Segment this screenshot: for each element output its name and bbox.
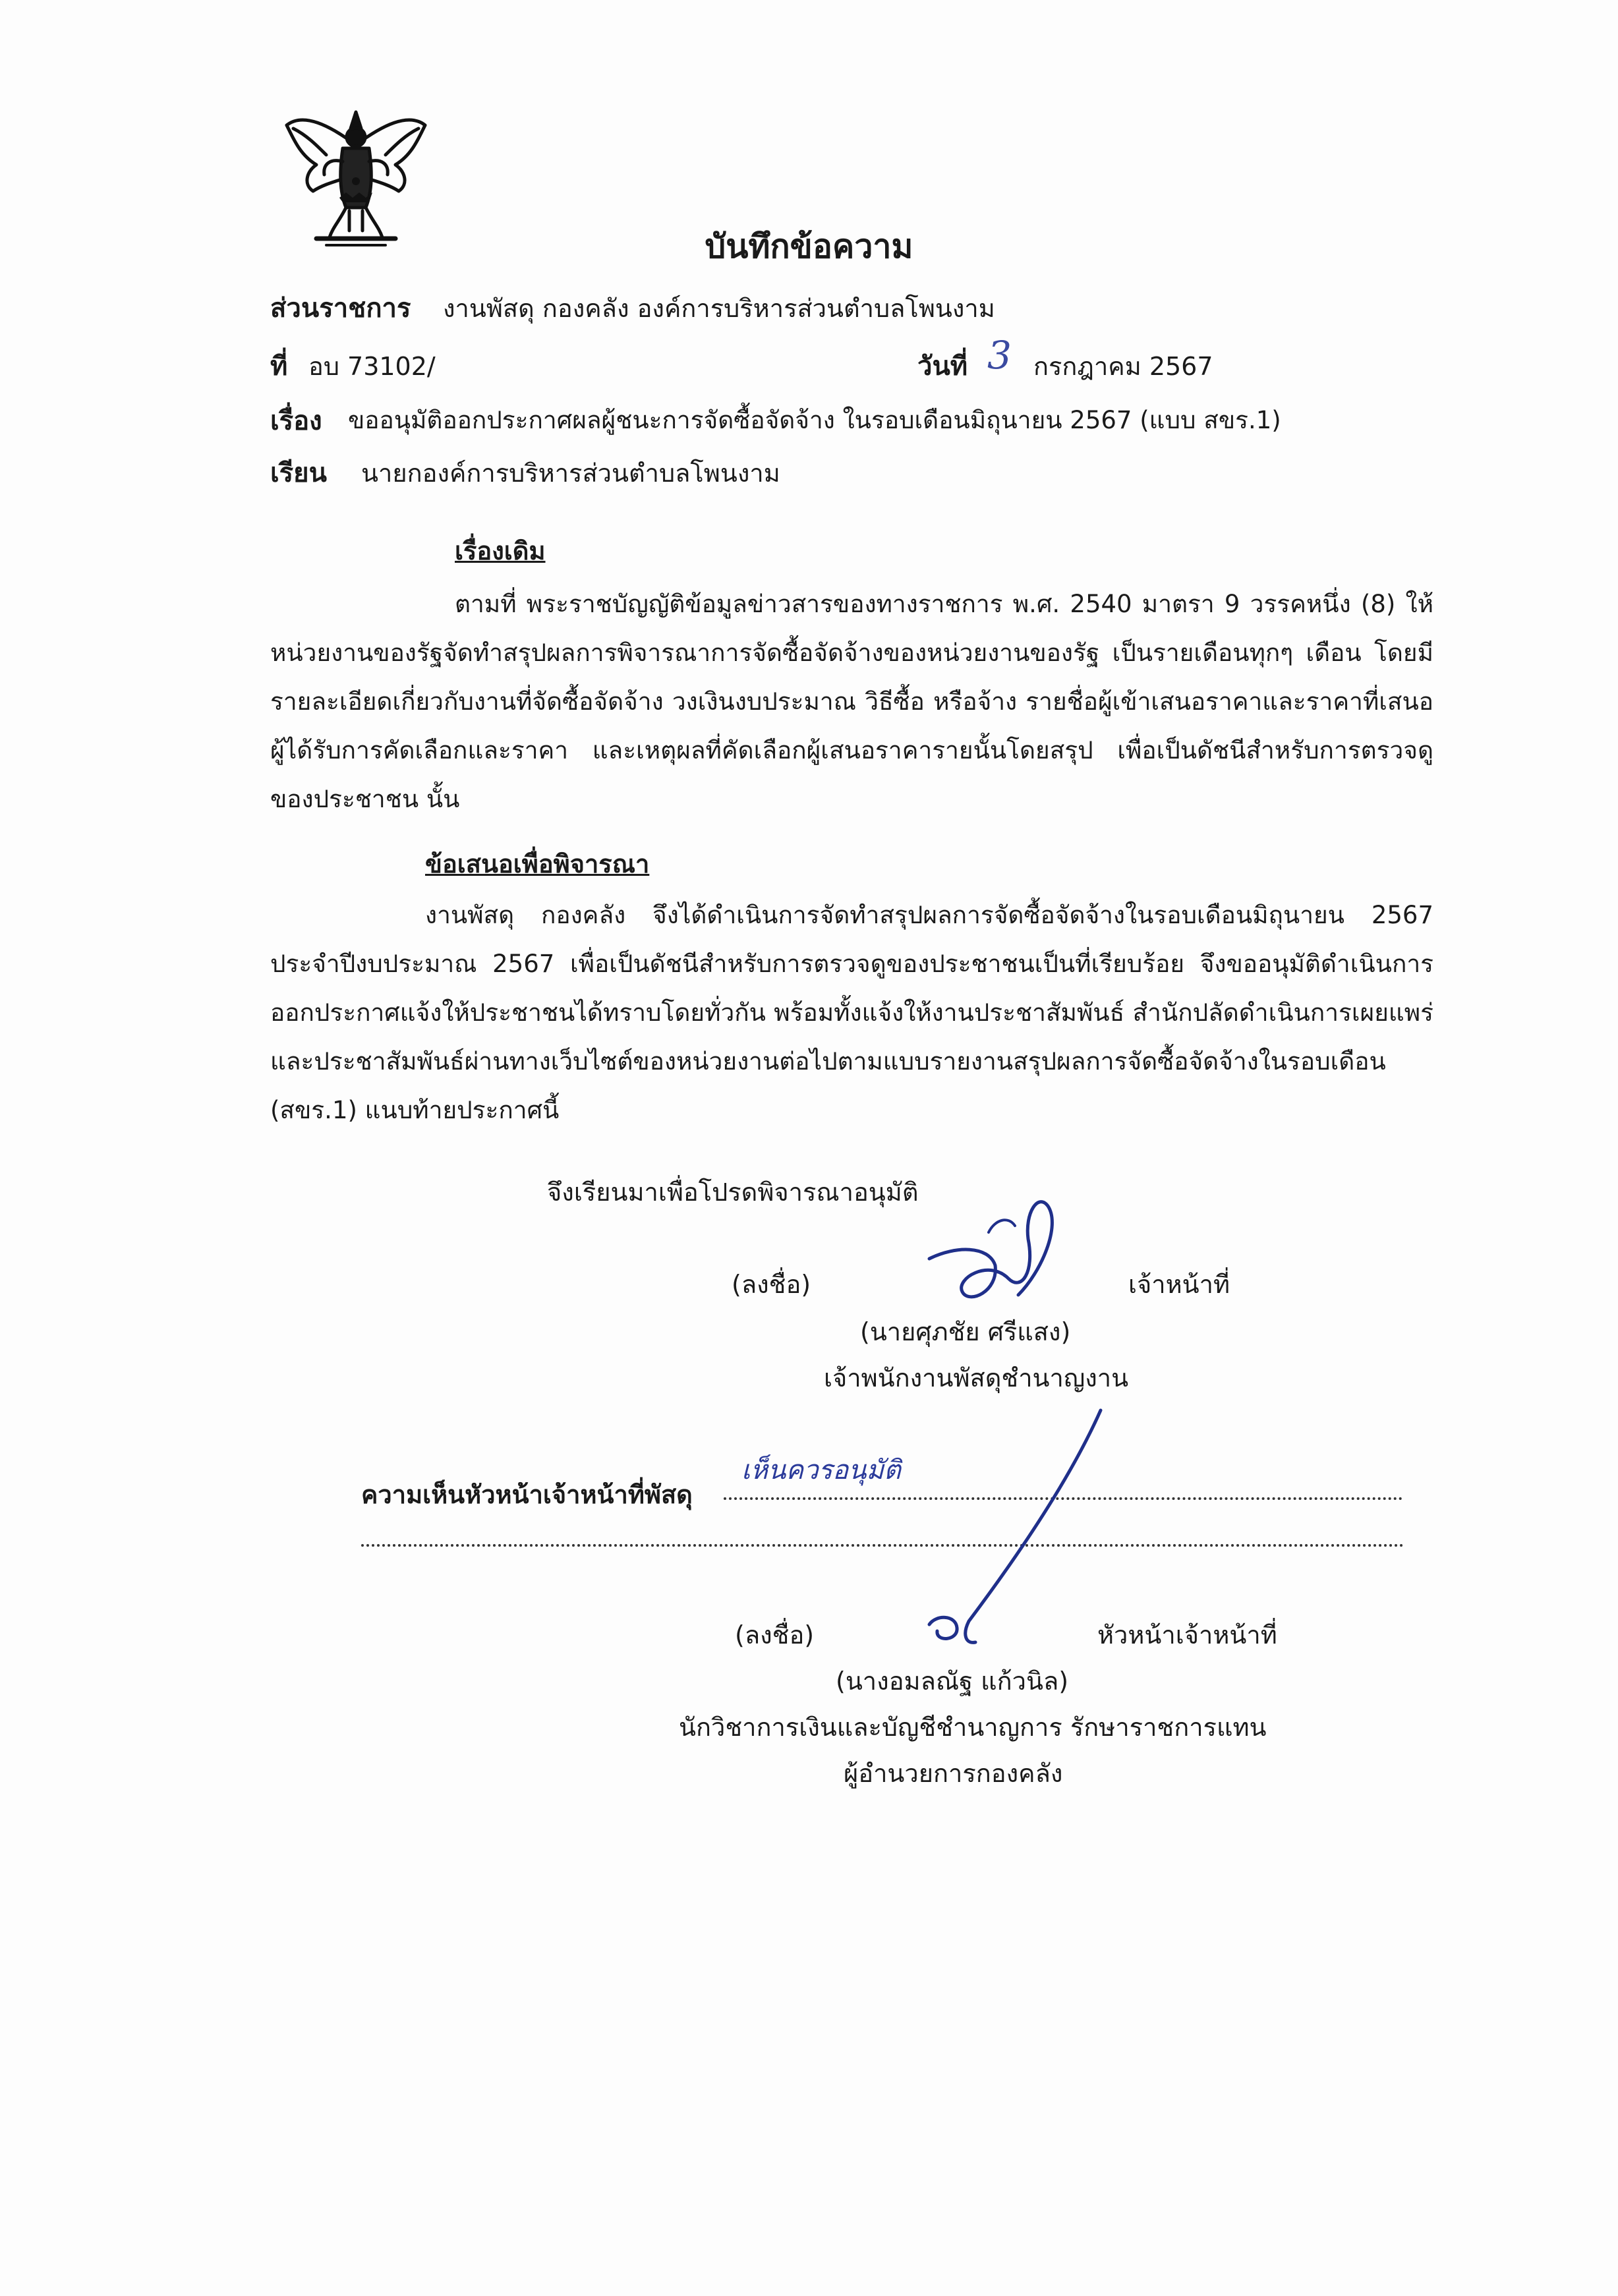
proposal-body: งานพัสดุ กองคลัง จึงได้ดำเนินการจัดทำสรุปผลการจัดซื้อจัดจ้างในรอบเดือนมิถุนายน 2567 ประจำปีงบประมาณ 2567 เพื่อเป็นดัชนีสำหรับการตรวจดูของประชาชนเป็นที่เรียบร้อย จึงขออนุมัติดำเนินการออกประกาศแจ้งให้ประชาชนได้ทราบโดยทั่วกัน พร้อมทั้งแจ้งให้งานประชาสัมพันธ์ สำนักปลัดดำเนินการเผยแพร่และประชาสัมพันธ์ผ่านทางเว็บไซต์ของหน่วยงานต่อไปตามแบบรายงานสรุปผลการจัดซื้อจัดจ้างในรอบเดือน (สขร.1) แนบท้ายประกาศนี้ [270, 901, 1433, 1124]
head-role-label: หัวหน้าเจ้าหน้าที่ [1097, 1621, 1277, 1650]
head-signature-scribble [910, 1397, 1120, 1674]
head-name: (นางอมลณัฐ แก้วนิล) [836, 1667, 1069, 1696]
head-opinion-label: ความเห็นหัวหน้าเจ้าหน้าที่พัสดุ [361, 1480, 693, 1509]
head-opinion-handwritten: เห็นควรอนุมัติ [741, 1455, 901, 1485]
date-label: วันที่ [917, 351, 968, 382]
officer-position: เจ้าพนักงานพัสดุชำนาญงาน [824, 1363, 1129, 1392]
opinion-dotted-line-1 [724, 1497, 1402, 1500]
head-sign-label: (ลงชื่อ) [735, 1621, 815, 1650]
proposal-heading: ข้อเสนอเพื่อพิจารณา [425, 849, 650, 878]
background-heading: เรื่องเดิม [455, 536, 546, 565]
to-label: เรียน [270, 458, 327, 488]
officer-sign-label: (ลงชื่อ) [732, 1270, 811, 1299]
department-label: ส่วนราชการ [270, 293, 411, 324]
date-day-handwritten: 3 [987, 333, 1012, 378]
to-value: นายกองค์การบริหารส่วนตำบลโพนงาม [361, 459, 780, 488]
department-value: งานพัสดุ กองคลัง องค์การบริหารส่วนตำบลโพนงาม [443, 294, 995, 323]
head-position-line2: ผู้อำนวยการกองคลัง [844, 1759, 1063, 1788]
ref-label: ที่ [270, 351, 288, 382]
date-value: กรกฎาคม 2567 [1033, 352, 1213, 381]
subject-label: เรื่อง [270, 406, 322, 436]
subject-value: ขออนุมัติออกประกาศผลผู้ชนะการจัดซื้อจัดจ้าง ในรอบเดือนมิถุนายน 2567 (แบบ สขร.1) [348, 406, 1281, 434]
closing-text: จึงเรียนมาเพื่อโปรดพิจารณาอนุมัติ [547, 1178, 919, 1207]
memo-title: บันทึกข้อความ [705, 227, 913, 266]
ref-value: อบ 73102/ [308, 352, 436, 381]
officer-name: (นายศุภชัย ศรีแสง) [860, 1317, 1071, 1346]
head-position-line1: นักวิชาการเงินและบัญชีชำนาญการ รักษาราชการแทน [679, 1713, 1267, 1742]
opinion-dotted-line-2 [361, 1544, 1404, 1547]
officer-role-label: เจ้าหน้าที่ [1128, 1270, 1230, 1299]
background-body: ตามที่ พระราชบัญญัติข้อมูลข่าวสารของทางราชการ พ.ศ. 2540 มาตรา 9 วรรคหนึ่ง (8) ให้หน่วยงานของรัฐจัดทำสรุปผลการพิจารณาการจัดซื้อจัดจ้างของหน่วยงานของรัฐ เป็นรายเดือนทุกๆ เดือน โดยมีรายละเอียดเกี่ยวกับงานที่จัดซื้อจัดจ้าง วงเงินงบประมาณ วิธีซื้อ หรือจ้าง รายชื่อผู้เข้าเสนอราคาและราคาที่เสนอ ผู้ได้รับการคัดเลือกและราคา และเหตุผลที่คัดเลือกผู้เสนอราคารายนั้นโดยสรุป เพื่อเป็นดัชนีสำหรับการตรวจดูของประชาชน นั้น [270, 590, 1433, 813]
